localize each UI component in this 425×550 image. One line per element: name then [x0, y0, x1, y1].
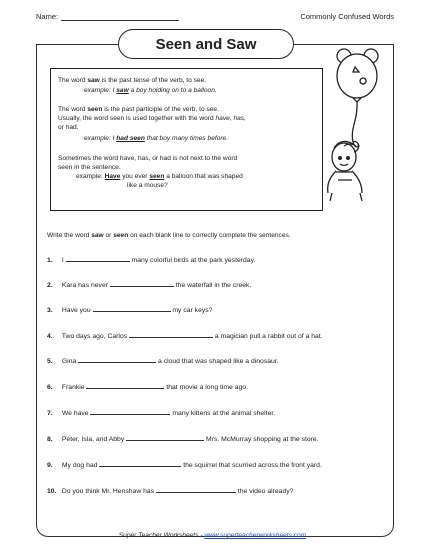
footer: [0, 532, 425, 539]
question-text: Frankie: [61, 384, 85, 391]
question-9: [47, 459, 322, 469]
answer-blank[interactable]: [110, 279, 174, 287]
question-text: Gina: [61, 358, 77, 365]
footer-brand: Super Teacher Worksheets: [118, 532, 199, 539]
question-text: the squirrel that scurried across the front yard.: [183, 462, 322, 469]
question-7: [47, 407, 275, 417]
note-line-2: seen in the sentence.: [58, 164, 121, 171]
footer-separator: -: [198, 532, 205, 539]
question-6: [47, 381, 248, 391]
answer-blank[interactable]: [90, 407, 170, 415]
question-4: [47, 330, 323, 340]
question-text: I: [61, 257, 64, 264]
note-example-cont: like a mouse?: [127, 182, 168, 189]
name-label: Name:: [36, 12, 59, 21]
question-number: 8.: [47, 436, 53, 443]
name-field: [36, 12, 179, 21]
question-number: 3.: [47, 307, 53, 314]
question-number: 1.: [47, 257, 53, 264]
note-example: example: Have you ever seen a balloon that was shaped: [76, 173, 243, 180]
question-text: Mrs. McMurray shopping at the store.: [206, 436, 319, 443]
question-text: Kara has never: [61, 282, 108, 289]
question-5: [47, 355, 279, 365]
answer-blank[interactable]: [99, 459, 181, 467]
rules-box: [50, 68, 323, 211]
question-3: [47, 304, 212, 314]
name-blank-line[interactable]: [61, 12, 179, 21]
answer-blank[interactable]: [126, 433, 204, 441]
boy-with-balloon-illustration: [320, 40, 396, 202]
question-number: 10.: [47, 488, 57, 495]
saw-definition: The word saw is the past tense of the verb, to see.: [58, 77, 207, 84]
question-text: Have you: [61, 307, 91, 314]
answer-blank[interactable]: [86, 381, 164, 389]
answer-blank[interactable]: [156, 485, 236, 493]
worksheet-subject: Commonly Confused Words: [300, 12, 394, 21]
seen-definition: The word seen is the past participle of the verb, to see.: [58, 106, 219, 113]
saw-example: example: I saw a boy holding on to a balloon.: [84, 87, 217, 94]
question-text: a magician pull a rabbit out of a hat.: [214, 333, 323, 340]
answer-blank[interactable]: [129, 330, 213, 338]
question-text: the video already?: [237, 488, 294, 495]
question-text: the waterfall in the creek.: [175, 282, 252, 289]
seen-usage-cont: or had.: [58, 124, 79, 131]
question-8: [47, 433, 319, 443]
question-text: a cloud that was shaped like a dinosaur.: [158, 358, 279, 365]
answer-blank[interactable]: [93, 304, 171, 312]
question-text: many kittens at the animal shelter.: [172, 410, 276, 417]
seen-usage: Usually, the word seen is used together with the word have, has,: [58, 115, 246, 122]
question-text: that movie a long time ago.: [166, 384, 248, 391]
question-text: We have: [61, 410, 89, 417]
footer-link[interactable]: www.superteacherworksheets.com: [204, 532, 307, 539]
seen-example: example: I had seen that boy many times before.: [84, 135, 229, 142]
answer-blank[interactable]: [78, 355, 156, 363]
question-text: My dog had: [61, 462, 98, 469]
note-line-1: Sometimes the word have, has, or had is not next to the word: [58, 155, 238, 162]
question-number: 5.: [47, 358, 53, 365]
page-title: Seen and Saw: [118, 29, 294, 59]
question-text: Peter, Isla, and Abby: [61, 436, 125, 443]
question-number: 9.: [47, 462, 53, 469]
question-number: 7.: [47, 410, 53, 417]
question-number: 2.: [47, 282, 53, 289]
question-1: [47, 254, 255, 264]
question-text: my car keys?: [172, 307, 213, 314]
question-text: many colorful birds at the park yesterday.: [131, 257, 256, 264]
answer-blank[interactable]: [66, 254, 130, 262]
instructions: Write the word saw or seen on each blank line to correctly complete the sentences.: [47, 232, 291, 239]
question-2: [47, 279, 251, 289]
question-text: Two days ago, Carlos: [61, 333, 128, 340]
question-number: 6.: [47, 384, 53, 391]
question-text: Do you think Mr. Henshaw has: [61, 488, 155, 495]
question-10: [47, 485, 293, 495]
question-number: 4.: [47, 333, 53, 340]
